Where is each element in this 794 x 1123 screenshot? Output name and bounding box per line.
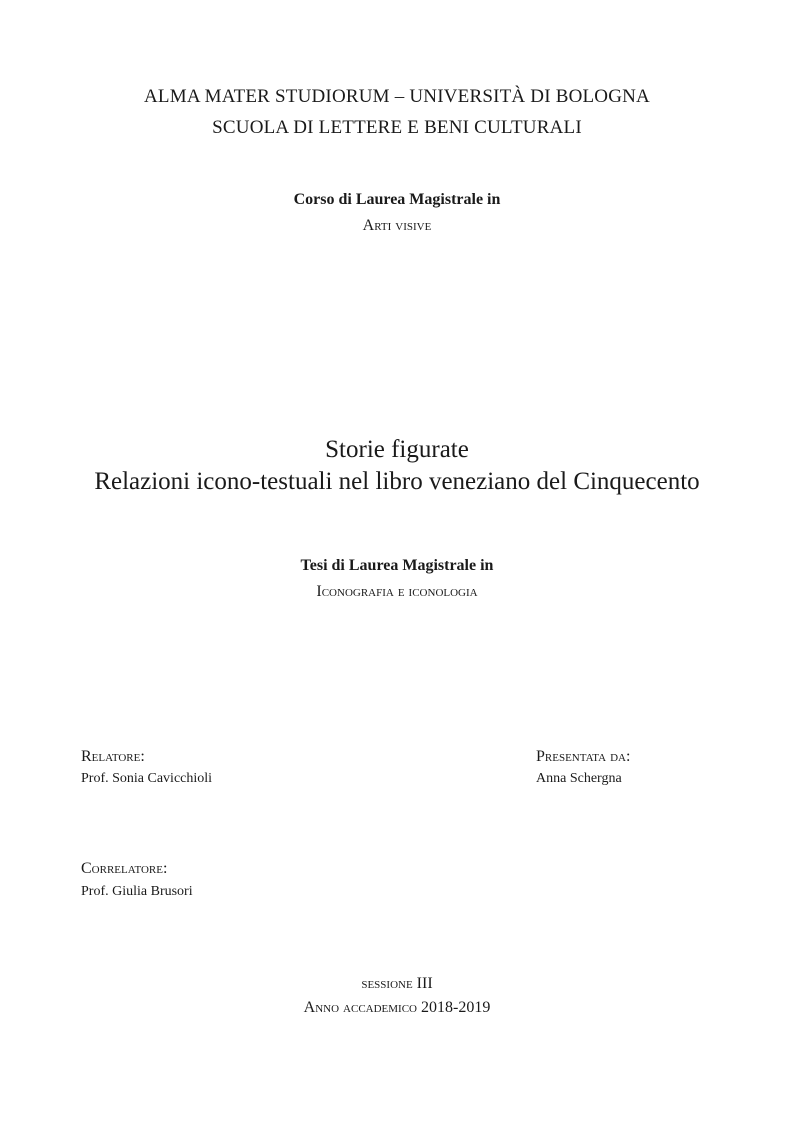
course-name: Arti visive bbox=[362, 217, 432, 234]
thesis-subject: Iconografia e iconologia bbox=[316, 583, 478, 600]
presentata-label: Presentata da: bbox=[536, 748, 631, 765]
relatore-label: Relatore: bbox=[81, 748, 145, 765]
session: sessione III bbox=[361, 975, 433, 992]
thesis-title: Storie figurate bbox=[325, 436, 469, 463]
correlatore-label: Correlatore: bbox=[81, 860, 168, 877]
school-name: SCUOLA DI LETTERE E BENI CULTURALI bbox=[212, 117, 582, 138]
university-name: ALMA MATER STUDIORUM – UNIVERSITÀ DI BOLOGNA bbox=[144, 86, 650, 107]
correlatore-name: Prof. Giulia Brusori bbox=[81, 884, 193, 899]
presentata-name: Anna Schergna bbox=[536, 771, 622, 786]
thesis-type-label: Tesi di Laurea Magistrale in bbox=[300, 557, 494, 574]
relatore-name: Prof. Sonia Cavicchioli bbox=[81, 771, 213, 786]
course-label: Corso di Laurea Magistrale in bbox=[293, 191, 501, 208]
academic-year: Anno accademico 2018-2019 bbox=[303, 999, 491, 1016]
thesis-subtitle: Relazioni icono-testuali nel libro veneziano del Cinquecento bbox=[94, 468, 700, 495]
